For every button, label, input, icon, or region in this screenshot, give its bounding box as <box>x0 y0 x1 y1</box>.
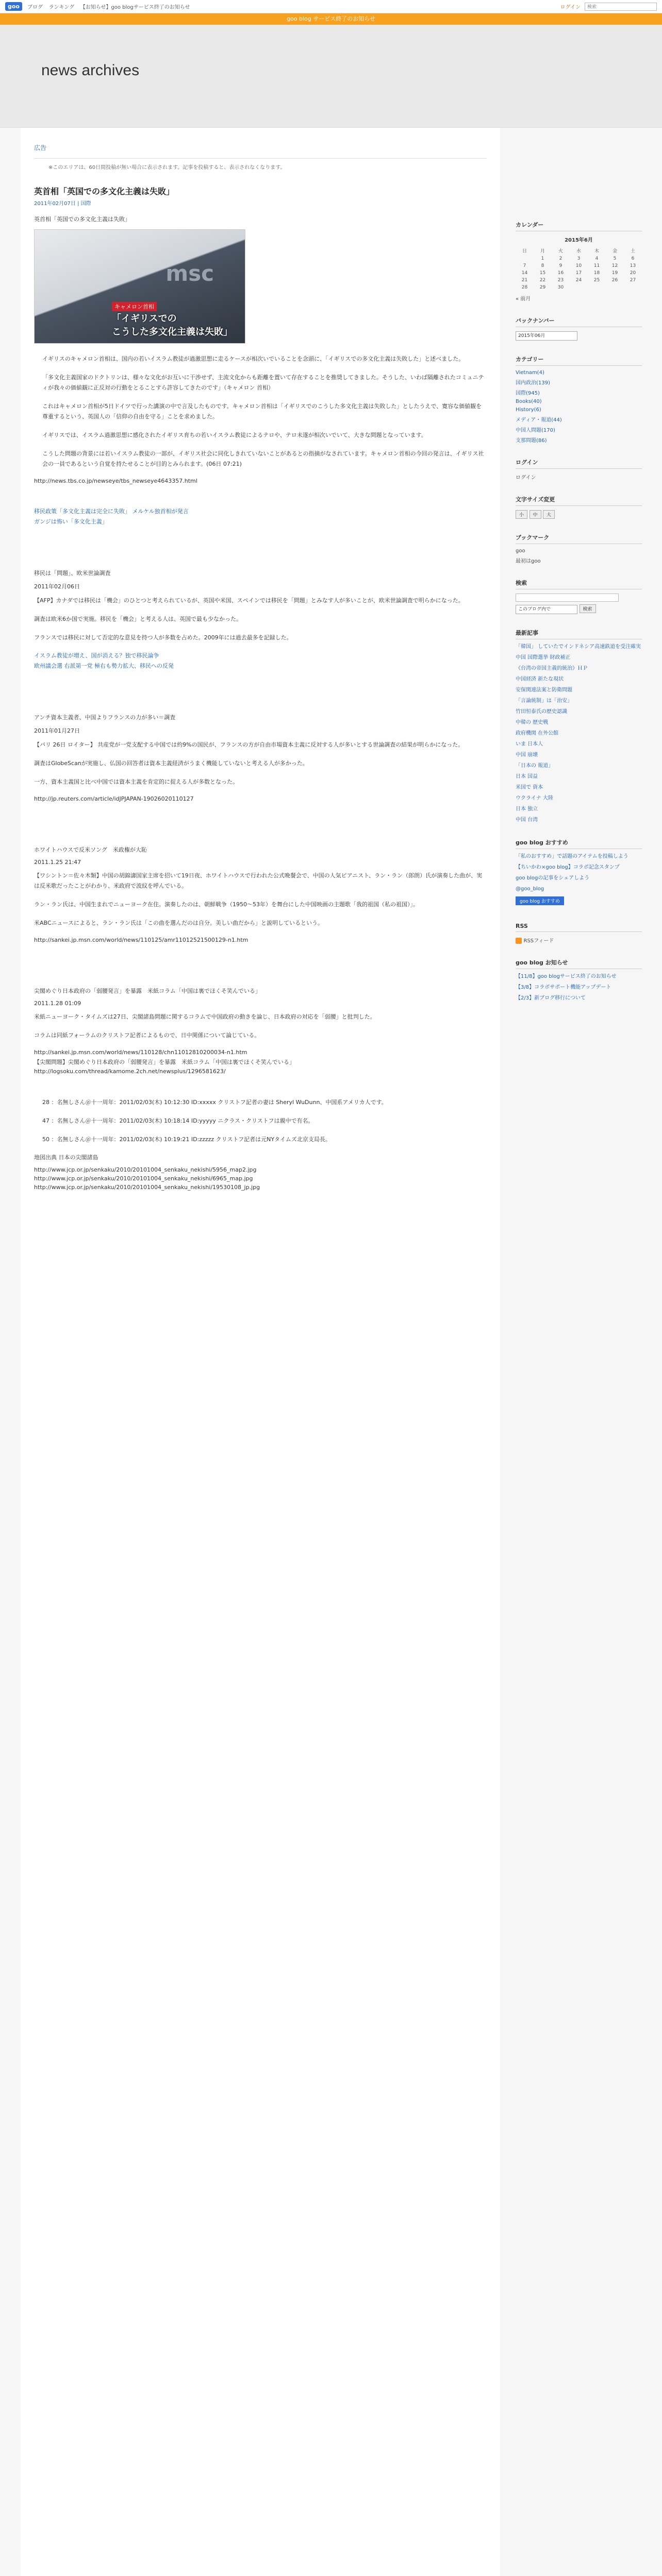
backnumber-box <box>516 316 642 341</box>
notice-item[interactable]: 【11/8】goo blogサービス終了のお知らせ <box>516 974 617 979</box>
rss-link[interactable]: RSSフィード <box>523 938 554 944</box>
day: 28 <box>521 285 528 290</box>
bookmark-item[interactable]: goo <box>516 548 525 554</box>
forum-post: 28 ：名無しさん＠十一周年：2011/02/03(木) 10:12:30 ID:xxxxx クリストフ記者の妻は Sheryl WuDunn、中国系アメリカ人です。 <box>42 1099 387 1106</box>
recent-item[interactable]: 米国で 資本 <box>516 785 543 790</box>
blog-title[interactable]: news archives <box>41 62 140 79</box>
category-item[interactable]: Books(40) <box>516 399 542 404</box>
divider <box>34 158 487 159</box>
day: 26 <box>611 278 618 283</box>
day: 16 <box>557 270 564 276</box>
calendar-prev-link[interactable]: « 前月 <box>516 296 531 302</box>
photo-tag: キャメロン首相 <box>112 302 157 311</box>
login-head: ログイン <box>516 458 642 469</box>
weekday: 木 <box>594 249 599 254</box>
source-url[interactable]: http://sankei.jp.msn.com/world/news/110125/amr11012521500129-n1.htm <box>34 937 249 943</box>
news-photo <box>34 229 245 344</box>
goo-logo[interactable]: goo <box>5 2 22 11</box>
main-column <box>21 128 500 2576</box>
paragraph: フランスでは移民に対して否定的な意見を持つ人が多数を占めた。2009年には過去最多を記録した。 <box>34 634 292 641</box>
section-title: ホワイトハウスで反米ソング 米政権が大恥 <box>34 846 147 853</box>
section-title: 尖閣めぐり日本政府の「弱腰発言」を暴露 米紙コラム「中国は裏でほくそ笑んでいる」 <box>34 988 261 994</box>
paragraph: 【ワシントン＝佐々木類】中国の胡錦濤国家主席を招いて19日夜、ホワイトハウスで行われた公式晩餐会で、中国の人気ピアニスト、ラン・ラン（郎朗）氏が演奏した曲が、実は反米歌だったことがわかり、米政府で波紋を呼んでいる。 <box>34 872 483 889</box>
textsize-box <box>516 495 642 519</box>
notice-item[interactable]: 【2/3】新ブログ移行について <box>516 995 586 1001</box>
backnumber-select[interactable]: 2015年06月 <box>516 331 577 341</box>
goo-rec-head: goo blog おすすめ <box>516 838 642 849</box>
day: 6 <box>631 256 635 261</box>
service-end-notice[interactable]: goo blog サービス終了のお知らせ <box>0 13 662 25</box>
notice-head: goo blog お知らせ <box>516 958 642 969</box>
recent-head: 最新記事 <box>516 629 642 639</box>
content-wrap <box>0 128 662 2576</box>
category-item[interactable]: 中国人問題(170) <box>516 428 555 433</box>
day: 13 <box>630 263 636 268</box>
weekday: 月 <box>540 249 545 254</box>
blog-banner <box>0 25 662 128</box>
day: 20 <box>630 270 636 276</box>
section-date: 2011.1.25 21:47 <box>34 859 81 866</box>
recent-item[interactable]: 中国 国際選挙 財政補正 <box>516 655 571 660</box>
recent-item[interactable]: 「韓国」 していたでインドネシア高速鉄道を受注確実 <box>516 644 641 650</box>
day: 27 <box>630 278 636 283</box>
paragraph: 調査は欧米6か国で実施。移民を「機会」と考える人は、英国で最も少なかった。 <box>34 616 242 622</box>
category-item[interactable]: メディア・報道(44) <box>516 417 562 423</box>
goo-rec-item[interactable]: goo blogの記事をシェアしよう <box>516 875 590 881</box>
category-item[interactable]: 国内政治(139) <box>516 380 550 386</box>
paragraph: こうした問題の背景には若いイスラム教徒の一部が、イギリス社会に同化しきれていないことがあるとの指摘がなされています。キャメロン首相の今回の発言は、イギリス社会の一員であるという自覚を持たせることが目的とみられます。(06日 07:21) <box>42 450 484 467</box>
section-extra: 【尖閣問題】尖閣めぐり日本政府の「弱腰発言」を暴露 米紙コラム「中国は裏でほくそ笑んでいる」 <box>34 1059 295 1065</box>
recent-item[interactable]: 中韓の 歴史戦 <box>516 720 549 725</box>
textsize-large-button[interactable]: 大 <box>543 510 555 519</box>
section-date: 2011年01月27日 <box>34 727 80 734</box>
category-item[interactable]: History(6) <box>516 407 541 413</box>
notice-item[interactable]: 【3/8】コラボサポート機能アップデート <box>516 985 611 990</box>
top-right <box>560 3 657 11</box>
inactive-hint: ※このエリアは、60日間投稿が無い場合に表示されます。記事を投稿すると、表示されなくなります。 <box>48 165 286 171</box>
top-bar <box>0 0 662 13</box>
day: 10 <box>575 263 582 268</box>
recent-item[interactable]: 安保関連法案と防衛問題 <box>516 687 572 693</box>
section-date: 2011.1.28 01:09 <box>34 1000 81 1007</box>
day <box>570 284 588 291</box>
day: 15 <box>539 270 546 276</box>
day: 22 <box>539 278 546 283</box>
day <box>624 284 642 291</box>
calendar-title: 2015年6月 <box>565 238 593 243</box>
recent-item[interactable]: 中国 崩壊 <box>516 752 538 758</box>
photo-caption: 「イギリスでの こうした多文化主義は失敗」 <box>112 313 233 337</box>
paragraph: イギリスでは、イスラム過激思想に感化されたイギリス育ちの若いイスラム教徒によるテロや、テロ未遂が相次いでいて、大きな問題となっています。 <box>42 432 427 438</box>
calendar-table <box>516 246 642 291</box>
login-box <box>516 458 642 481</box>
backnumber-head: バックナンバー <box>516 316 642 327</box>
day: 7 <box>523 263 526 268</box>
entry-subtitle: 英首相「英国での多文化主義は失敗」 <box>34 216 130 223</box>
section-title: アンチ資本主義者、中国よりフランスの力が多い＝調査 <box>34 714 176 721</box>
recent-list <box>516 643 642 824</box>
sidebar-search-input[interactable] <box>516 594 619 602</box>
paragraph: イギリスのキャメロン首相は、国内の若いイスラム教徒が過激思想に走るケースが相次いでいることを念頭に、「イギリスでの多文化主義は失敗した」と述べました。 <box>42 355 465 362</box>
day: 25 <box>593 278 600 283</box>
textsize-medium-button[interactable]: 中 <box>529 510 541 519</box>
goo-rec-item[interactable]: 【ちいかわ×goo blog】コラボ記念スタンプ <box>516 865 620 870</box>
recent-item[interactable]: 中国 台湾 <box>516 817 538 823</box>
thread-url[interactable]: http://logsoku.com/thread/kamome.2ch.net/newsplus/1296581623/ <box>34 1068 226 1075</box>
category-item[interactable]: Vietnam(4) <box>516 370 544 376</box>
weekday: 水 <box>576 249 581 254</box>
search-scope-select[interactable]: このブログ内で <box>516 605 577 614</box>
day: 9 <box>559 263 562 268</box>
paragraph: 一方、資本主義国と比べ中国では資本主義を肯定的に捉える人が多数となった。 <box>34 778 238 785</box>
weekday: 金 <box>612 249 617 254</box>
search-head: 検索 <box>516 579 642 589</box>
day: 14 <box>521 270 528 276</box>
weekday: 火 <box>558 249 563 254</box>
goo-rec-item[interactable]: 「私のおすすめ」で話題のアイテムを投稿しよう <box>516 854 628 859</box>
sidebar <box>516 128 642 2576</box>
forum-post: 50 ：名無しさん＠十一周年：2011/02/03(木) 10:19:21 ID:zzzzz クリストフ記者は元NYタイムズ北京支局長。 <box>42 1136 331 1143</box>
category-box <box>516 355 642 444</box>
paragraph: 米紙ニューヨーク・タイムズは27日、尖閣諸島問題に関するコラムで中国政府の動きを論じ、日本政府の対応を「弱腰」と批判した。 <box>34 1013 376 1020</box>
entry-title[interactable]: 英首相「英国での多文化主義は失敗」 <box>34 187 175 196</box>
source-url[interactable]: http://news.tbs.co.jp/newseye/tbs_newseye4643357.html <box>34 478 197 484</box>
recent-item[interactable]: 日本 独立 <box>516 806 538 812</box>
textsize-small-button[interactable]: 小 <box>516 510 527 519</box>
day: 30 <box>557 285 564 290</box>
paragraph: 調査はGlobeScanが実施し、仏国の回答者は資本主義経済がうまく機能していないと考える人が多かった。 <box>34 760 308 767</box>
related-link[interactable]: イスラム教徒が増え、国が消える？独で移民論争 <box>34 652 159 659</box>
recent-item[interactable]: 竹田恒泰氏の歴史認識 <box>516 709 567 715</box>
bookmark-head: ブックマーク <box>516 533 642 544</box>
paragraph: 「多文化主義国家のドクトリンは、様々な文化がお互いに干渉せず、主流文化からも距離を置いて存在することを推奨してきました。そうした、いわば隔離されたコミュニティが我々の価値観に正反対の行動をとることすら許容してきたのです」（キャメロン 首相） <box>42 374 484 391</box>
recent-item[interactable]: 政府機関 在外公館 <box>516 731 559 736</box>
recent-item[interactable]: 中国経済 新たな現状 <box>516 676 564 682</box>
source-url[interactable]: http://sankei.jp.msn.com/world/news/110128/chn11012810200034-n1.htm <box>34 1049 247 1056</box>
paragraph: 【パリ 26日 ロイター】 共産党が一党支配する中国では約9%の国民が、フランスの方が自由市場資本主義に反対する人が多いとする世論調査の結果が明らかになった。 <box>34 741 464 748</box>
rss-box <box>516 923 642 944</box>
day: 8 <box>541 263 544 268</box>
entry-meta[interactable]: 2011年02月07日 | 国際 <box>34 201 91 207</box>
day: 18 <box>593 270 600 276</box>
day <box>516 255 534 262</box>
rss-icon[interactable] <box>516 938 522 944</box>
login-link[interactable]: ログイン <box>560 5 581 10</box>
category-head: カテゴリー <box>516 355 642 366</box>
login-link-side[interactable]: ログイン <box>516 475 536 481</box>
day: 24 <box>575 278 582 283</box>
related-link[interactable]: ガンジは怖い「多文化主義」 <box>34 518 108 525</box>
category-item[interactable]: 国際(945) <box>516 391 540 396</box>
bookmark-box <box>516 533 642 564</box>
map-link[interactable]: http://www.jcp.or.jp/senkaku/2010/20101004_senkaku_nekishi/6965_map.jpg <box>34 1175 253 1182</box>
top-search-input[interactable] <box>585 3 657 11</box>
calendar-head: カレンダー <box>516 221 642 231</box>
paragraph: 米ABCニュースによると、ラン・ラン氏は「この曲を選んだのは自分。美しい曲だから」と説明しているという。 <box>34 920 324 926</box>
goo-rec-box <box>516 838 642 908</box>
weekday: 日 <box>522 249 527 254</box>
recent-item[interactable]: 日本 国益 <box>516 774 538 779</box>
paragraph: 【AFP】カナダでは移民は「機会」のひとつと考えられているが、英国や米国、スペインでは移民を「問題」とみなす人が多いことが、欧米世論調査で明らかになった。 <box>34 597 464 604</box>
recent-box <box>516 629 642 824</box>
bookmark-desc: 最初はgoo <box>516 558 541 564</box>
day: 29 <box>539 285 546 290</box>
nav-notice[interactable]: 【お知らせ】goo blogサービス終了のお知らせ <box>80 5 190 10</box>
day: 1 <box>541 256 544 261</box>
top-nav <box>27 3 194 10</box>
search-box <box>516 579 642 614</box>
related-link[interactable]: 欧州議会選 右派第一党 極右も勢力拡大、移民への反発 <box>34 663 174 669</box>
day: 3 <box>577 256 581 261</box>
recent-item[interactable]: 《台湾の帝国主義的統治》ＨＰ <box>516 666 588 671</box>
rss-head: RSS <box>516 923 642 932</box>
forum-post: 47 ：名無しさん＠十一周年：2011/02/03(木) 10:18:14 ID:yyyyy ニクラス・クリストフは親中で有名。 <box>42 1117 314 1124</box>
day: 12 <box>611 263 618 268</box>
day: 23 <box>557 278 564 283</box>
search-button[interactable]: 検索 <box>580 604 596 613</box>
recent-item[interactable]: いま 日本人 <box>516 741 543 747</box>
goo-rec-badge[interactable]: goo blog おすすめ <box>516 896 564 905</box>
section-date: 2011年02月06日 <box>34 583 80 590</box>
day: 21 <box>521 278 528 283</box>
paragraph: コラムは同紙フォーラムのクリストフ記者によるもので、日中関係について論じている。 <box>34 1032 260 1039</box>
day <box>588 284 606 291</box>
map-link[interactable]: http://www.jcp.or.jp/senkaku/2010/20101004_senkaku_nekishi/5956_map2.jpg <box>34 1166 257 1173</box>
section-title: 移民は「問題」、欧米世論調査 <box>34 570 111 577</box>
category-item[interactable]: 支那問題(86) <box>516 438 547 444</box>
nav-blog[interactable]: ブログ <box>27 5 43 10</box>
nav-ranking[interactable]: ランキング <box>48 5 75 10</box>
day: 19 <box>611 270 618 276</box>
paragraph: これはキャメロン首相が5日ドイツで行った講演の中で言及したものです。キャメロン首相は「イギリスでのこうした多文化主義は失敗した」としたうえで、寛容な価値観を尊重するという、英国人の「信仰の自由を守る」ことを求めました。 <box>42 403 482 420</box>
category-list <box>516 370 642 444</box>
day: 11 <box>593 263 600 268</box>
goo-rec-item[interactable]: @goo_blog <box>516 886 544 892</box>
calendar-box <box>516 221 642 302</box>
recent-item[interactable]: 「言論統制」は「治安」 <box>516 698 572 704</box>
paragraph: ラン・ラン氏は、中国生まれでニューヨーク在住。演奏したのは、朝鮮戦争（1950〜53年）を舞台にした中国映画の主題歌「我的祖国（私の祖国）」。 <box>34 901 419 908</box>
recent-item[interactable]: ウクライナ 大陸 <box>516 795 553 801</box>
ad-label: 広告 <box>34 144 47 151</box>
day: 4 <box>595 256 599 261</box>
related-link[interactable]: 移民政策「多文化主義は完全に失敗」 メルケル独首相が発言 <box>34 508 189 515</box>
map-caption: 地図出典 日本の尖閣諸島 <box>34 1154 98 1161</box>
weekday: 土 <box>630 249 635 254</box>
textsize-head: 文字サイズ変更 <box>516 495 642 506</box>
photo-logo: msc <box>166 261 214 286</box>
day: 2 <box>559 256 562 261</box>
notice-box <box>516 958 642 1002</box>
day <box>606 284 624 291</box>
map-link[interactable]: http://www.jcp.or.jp/senkaku/2010/20101004_senkaku_nekishi/19530108_jp.jpg <box>34 1184 260 1191</box>
source-url[interactable]: http://jp.reuters.com/article/idJPJAPAN-19026020110127 <box>34 795 194 802</box>
day: 17 <box>575 270 582 276</box>
day: 5 <box>613 256 617 261</box>
recent-item[interactable]: 「日本の 報道」 <box>516 763 554 769</box>
